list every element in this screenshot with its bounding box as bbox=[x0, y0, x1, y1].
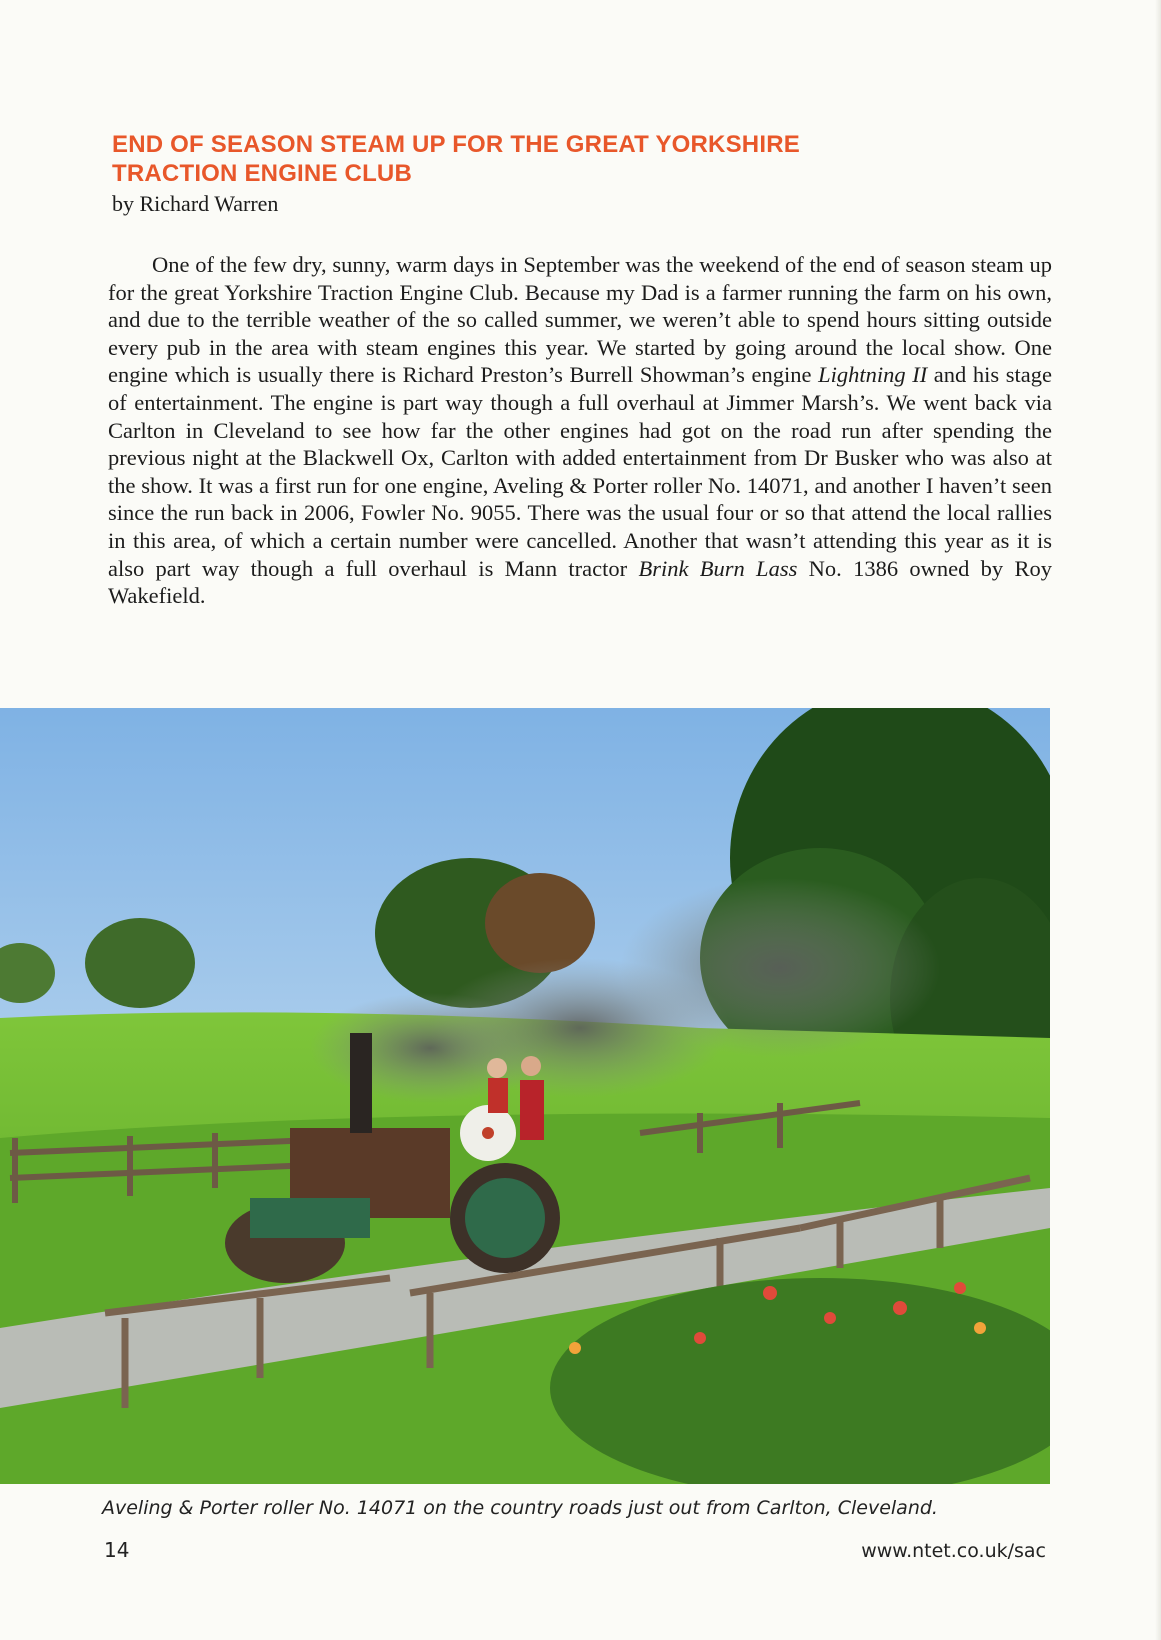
website-url: www.ntet.co.uk/sac bbox=[861, 1540, 1046, 1562]
steam-roller-photo bbox=[0, 708, 1050, 1484]
photo-caption: Aveling & Porter roller No. 14071 on the country roads just out from Carlton, Cleveland. bbox=[102, 1497, 938, 1519]
page-number: 14 bbox=[104, 1538, 130, 1562]
article-title: END OF SEASON STEAM UP FOR THE GREAT YORKSHIRE TRACTION ENGINE CLUB bbox=[112, 131, 800, 187]
article-byline: by Richard Warren bbox=[112, 191, 279, 216]
article-body bbox=[108, 251, 1052, 610]
engine-name-brink-burn-lass: Brink Burn Lass bbox=[638, 555, 798, 581]
body-text-run: One of the few dry, sunny, warm days in September was the weekend of the end of season steam up for the great Yorkshire Traction Engine Club. Because my Dad is a farmer running the farm on his own, and due to the terrible weather of the so called summer, we weren’t able to spend hours sitting outside every pub in the area with steam engines this year. We started by going around the local show. One engine which is usually there is Richard Preston’s Burrell Showman’s engine bbox=[108, 252, 1052, 388]
engine-name-lightning: Lightning II bbox=[818, 362, 928, 388]
body-text-run: No. 1386 owned by Roy Wakefield. bbox=[108, 555, 1052, 609]
body-text-run: and his stage of entertainment. The engine is part way though a full overhaul at Jimmer Marsh’s. We went back via Carlton in Cleveland to see how far the other engines had got on the road run after spending the previous night at the Blackwell Ox, Carlton with added entertainment from Dr Busker who was also at the show. It was a first run for one engine, Aveling & Porter roller No. 14071, and another I haven’t seen since the run back in 2006, Fowler No. 9055. There was the usual four or so that attend the local rallies in this area, of which a certain number were cancelled. Another that wasn’t attending this year as it is also part way though a full overhaul is Mann tractor bbox=[108, 362, 1052, 581]
page-edge bbox=[1155, 0, 1161, 1640]
